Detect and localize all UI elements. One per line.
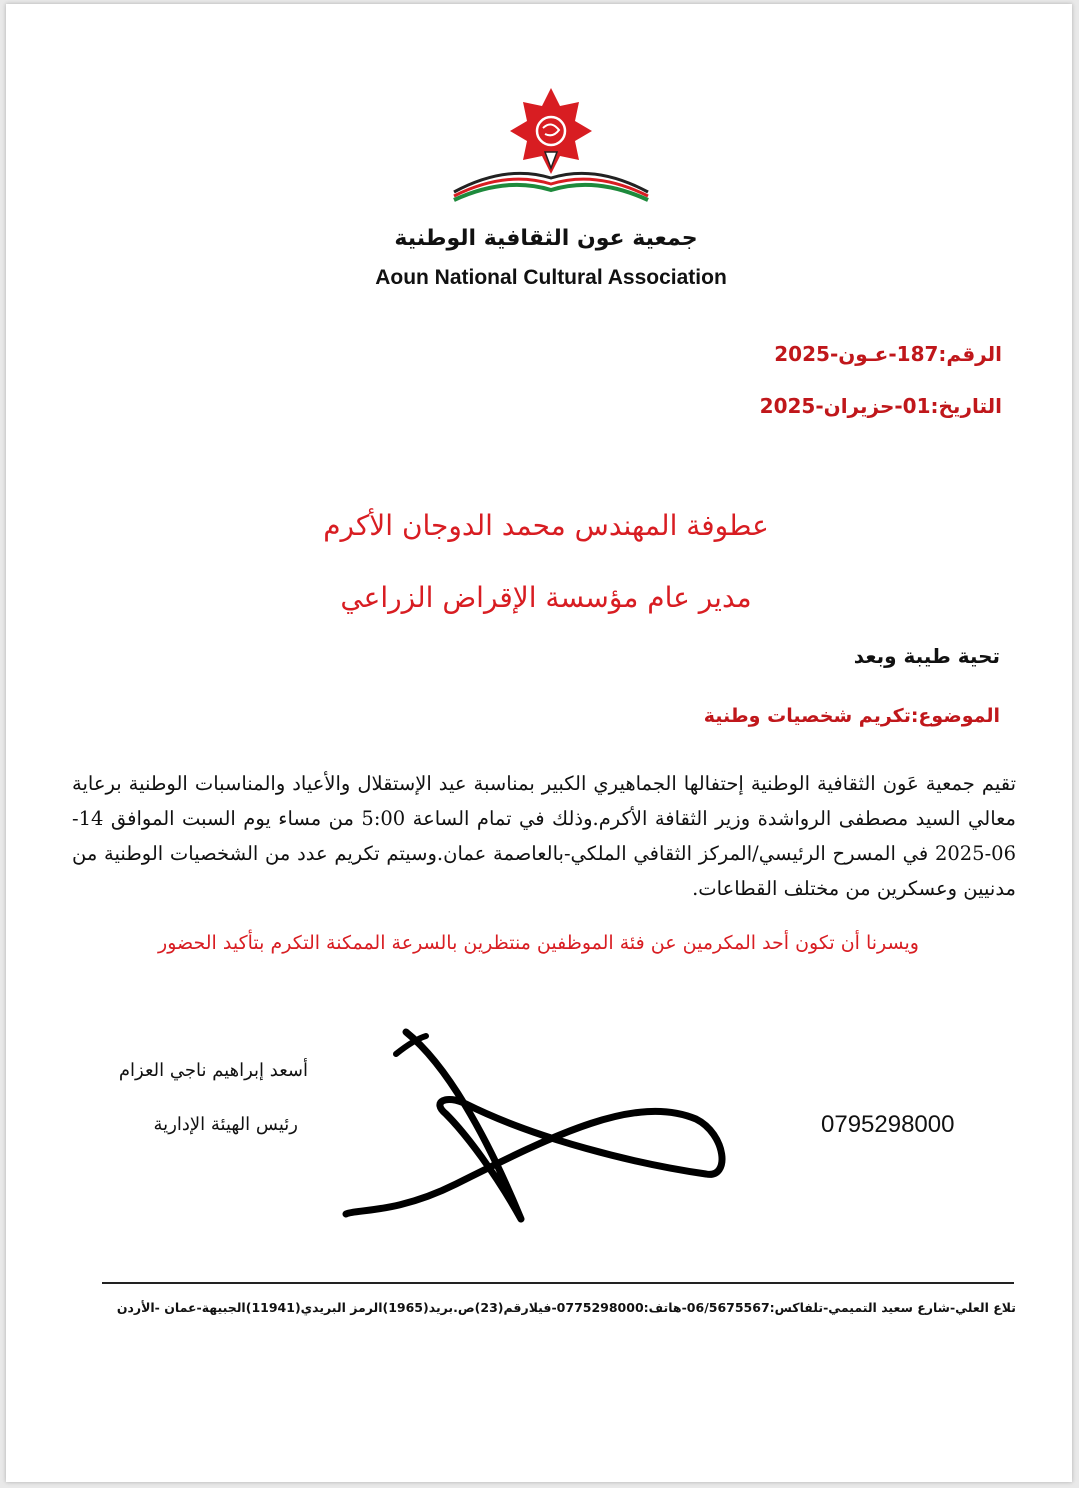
signatory-name: أسعد إبراهيم ناجي العزام [118, 1060, 308, 1081]
greeting: تحية طيبة وبعد [853, 644, 1000, 668]
star-book-pen-logo-icon [446, 84, 656, 204]
addressee-name: عطوفة المهندس محمد الدوجان الأكرم [323, 509, 769, 542]
footer-divider [102, 1282, 1014, 1284]
reference-date: التاريخ:01-حزيران-2025 [759, 394, 1002, 418]
footer-contact: تلاع العلي-شارع سعيد التميمي-تلفاكس:06/5675567-هاتف:0775298000-فيلارقم(23)ص.بريد(1965)الرمز البريدي(11941)الجبيهة-عمان -الأردن [116, 1300, 1016, 1315]
handwritten-signature [336, 1024, 736, 1224]
addressee-title: مدير عام مؤسسة الإقراض الزراعي [340, 581, 752, 614]
letter-page [6, 4, 1072, 1482]
reference-number: الرقم:187-عـون-2025 [774, 342, 1002, 366]
letter-body: تقيم جمعية عَون الثقافية الوطنية إحتفالها الجماهيري الكبير بمناسبة عيد الإستقلال والأعياد والمناسبات الوطنية برعاية معالي السيد مصطفى الرواشدة وزير الثقافة الأكرم.وذلك في تمام الساعة 5:00 من مساء يوم السبت الموافق 14-06-2025 في المسرح الرئيسي/المركز الثقافي الملكي-بالعاصمة عمان.وسيتم تكريم عدد من الشخصيات الوطنية من مدنيين وعسكرين من مختلف القطاعات. [72, 772, 1016, 900]
attendance-request: ويسرنا أن تكون أحد المكرمين عن فئة الموظفين منتظرين بالسرعة الممكنة التكرم بتأكيد الحضور [158, 932, 919, 954]
signatory-phone: 0795298000 [821, 1111, 955, 1138]
signatory-title: رئيس الهيئة الإدارية [153, 1114, 298, 1135]
org-name-arabic: جمعية عون الثقافية الوطنية [394, 226, 698, 251]
org-name-english: Aoun National Cultural Association [375, 266, 727, 289]
subject-line: الموضوع:تكريم شخصيات وطنية [703, 705, 1000, 727]
